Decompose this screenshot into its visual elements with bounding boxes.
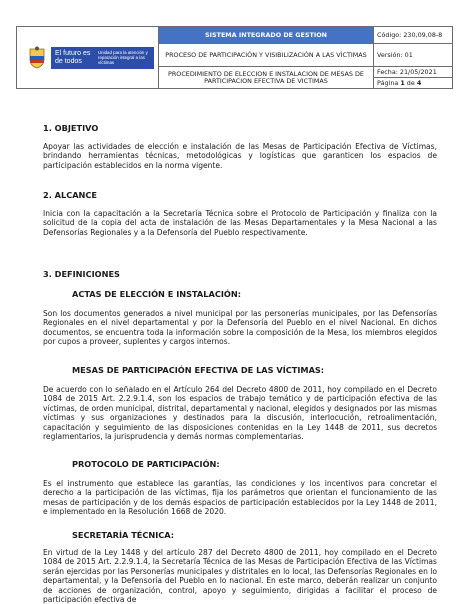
document-version: Versión: 01 [374,44,453,67]
procedure-title: PROCEDIMIENTO DE ELECCION E INSTALACION DE MESAS DE PARTICIPACION EFECTIVA DE VICTIMAS [159,67,374,89]
coat-of-arms-icon [27,46,47,70]
date-page-cell [374,67,453,89]
definition-protocolo-title: PROTOCOLO DE PARTICIPACIÓN: [72,459,220,469]
section-alcance-title: 2. ALCANCE [43,190,98,200]
section-objetivo-title: 1. OBJETIVO [43,123,99,133]
logo [17,28,158,87]
definition-actas-text: Son los documentos generados a nivel municipal por las personerías municipales, por las Defensorías Regionales en el nivel departamental y por la Defensoría del Pueblo en el nivel Nacional. En dichos documentos, se encuentra toda la información sobre la composición de la Mesa, los miembros elegidos por cupos a proveer, suplentes y cargos internos. [43,309,437,347]
definition-secretaria-title: SECRETARÍA TÉCNICA: [72,530,175,540]
process-title: PROCESO DE PARTICIPACIÓN Y VISIBILIZACIÓN A LAS VÍCTIMAS [159,44,374,67]
document-date: Fecha: 21/05/2021 [374,67,452,78]
definition-actas-title: ACTAS DE ELECCIÓN E INSTALACIÓN: [72,289,241,299]
section-definiciones-title: 3. DEFINICIONES [43,269,120,279]
definition-mesas-text: De acuerdo con lo señalado en el Artículo 264 del Decreto 4800 de 2011, hoy compilado en el Decreto 1084 de 2015 Art. 2.2.9.1.4, son los espacios de trabajo temático y de participación efectiva de las víctimas, de orden municipal, distrital, departamental y nacional, elegidos y designados por las mismas víctimas y sus organizaciones y destinados para la discusión, interlocución, retroalimentación, capacitación y seguimiento de las disposiciones contenidas en la Ley 1448 de 2011, sus decretos reglamentarios, la jurisprudencia y demás normas complementarias. [43,385,437,442]
logo-subtext: Unidad para la atención y reparación integral a las víctimas [98,50,148,65]
section-alcance-text: Inicia con la capacitación a la Secretaría Técnica sobre el Protocolo de Participación y finaliza con la solicitud de la copia del acta de instalación de las Mesas Departamentales y la Mesa Nacional a las Defensorías Regionales y a la Defensoría del Pueblo respectivamente. [43,209,437,237]
logo-cell [17,27,159,89]
page-indicator: Página 1 de 4 [377,79,422,87]
logo-text: El futuro es de todos [55,49,91,65]
definition-protocolo-text: Es el instrumento que establece las garantías, las condiciones y los incentivos para concretar el derecho a la participación de las víctimas, fija los parámetros que orientan el funcionamiento de las mesas de participación y de los demás espacios de participación establecidos por la Ley 1448 de 2011, e implementado en la Resolución 1668 de 2020. [43,479,437,517]
definition-mesas-title: MESAS DE PARTICIPACIÓN EFECTIVA DE LAS VÍCTIMAS: [72,365,325,375]
document-code: Código: 230,09,08-8 [374,27,453,44]
system-title: SISTEMA INTEGRADO DE GESTION [159,27,374,44]
logo-banner [51,47,154,69]
document-header [16,26,453,89]
section-objetivo-text: Apoyar las actividades de elección e instalación de las Mesas de Participación Efectiva de Víctimas, brindando herramientas técnicas, metodológicas y logísticas que garanticen los espacios de participación establecidos en la norma vigente. [43,142,437,170]
definition-secretaria-text: En virtud de la Ley 1448 y del artículo 287 del Decreto 4800 de 2011, hoy compilado en el Decreto 1084 de 2015 Art. 2.2.9.1.4, la Secretaría Técnica de las Mesas de Participación Efectiva de las Víctimas serán ejercidas por las Personerías municipales y distritales en lo local, las Defensorías Regionales en lo departamental, y la Defensoría del Pueblo en lo nacional. En este marco, deberán realizar un conjunto de acciones de organización, control, apoyo y seguimiento, dirigidas a facilitar el proceso de participación efectiva de [43,548,437,604]
